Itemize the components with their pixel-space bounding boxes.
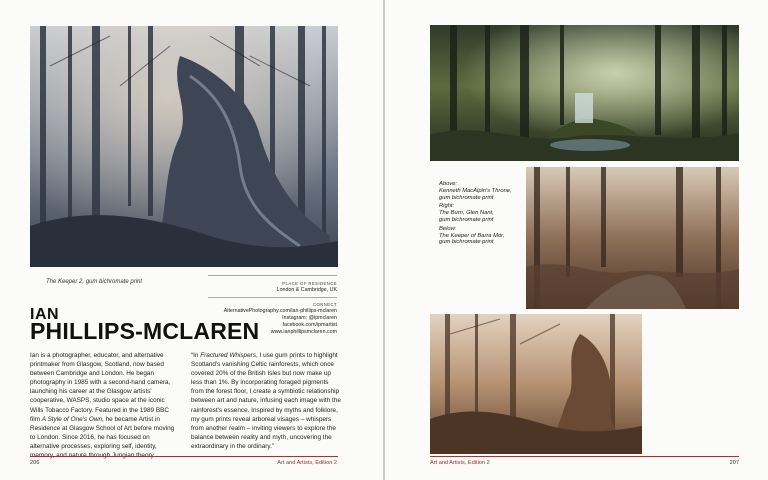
caption-right-position: Right:	[439, 203, 455, 210]
main-photo-caption: The Keeper 2, gum bichromate print	[46, 279, 143, 285]
connect-link-website[interactable]: www.ianphillipsmclaren.com	[270, 329, 337, 335]
right-page-number: 207	[729, 460, 739, 466]
quote-series-title: Fractured Whispers	[200, 352, 256, 359]
place-label: PLACE OF RESIDENCE	[282, 281, 337, 286]
caption-below-medium: gum bichromate print	[439, 239, 494, 246]
right-page	[385, 0, 768, 480]
artist-first-name: IAN	[30, 306, 60, 323]
photo-the-keeper-of-barra-mor	[430, 314, 642, 454]
connect-link-alternativephotography[interactable]: AlternativePhotography.com/ian-phillips-mclaren	[223, 308, 337, 314]
right-footer-rule	[430, 456, 739, 457]
connect-label: CONNECT	[312, 302, 337, 307]
bio-film-title: A Style of One's Own	[41, 415, 103, 423]
caption-above	[439, 181, 527, 201]
caption-below-position: Below:	[439, 225, 457, 232]
connect-link-instagram[interactable]: Instagram: @ipmclaren	[282, 315, 337, 321]
caption-right	[439, 203, 527, 223]
artist-bio	[30, 351, 178, 460]
meta-mid-rule	[208, 297, 337, 298]
caption-above-medium: gum bichromate print	[439, 194, 494, 201]
place-value: London & Cambridge, UK	[276, 287, 337, 293]
caption-below	[439, 226, 527, 246]
caption-above-position: Above:	[439, 181, 458, 187]
left-footer-rule	[30, 456, 338, 457]
photo-the-burn-glen-nant	[526, 167, 739, 309]
left-publication-name: Art and Artists, Edition 2	[277, 460, 337, 466]
left-page	[0, 0, 383, 480]
artist-last-name: PHILLIPS-MCLAREN	[30, 318, 260, 344]
caption-right-medium: gum bichromate print	[439, 216, 494, 223]
caption-below-title: The Keeper of Barra Mór,	[439, 232, 505, 239]
photo-the-keeper-2	[30, 26, 338, 267]
left-page-number: 206	[30, 460, 40, 466]
caption-right-title: The Burn, Glen Nant,	[439, 210, 494, 217]
right-page-captions	[439, 181, 527, 248]
artist-quote	[191, 351, 343, 451]
bio-text-b: , he became Artist in Residence at Glasgow School of Art before moving to London. Since 2016, he has focused on alternative processes, exploring self, identity,	[30, 415, 175, 450]
right-publication-name: Art and Artists, Edition 2	[430, 460, 490, 466]
bio-text-a: Ian is a photographer, educator, and alternative printmaker from Glasgow, Scotland, now based between Cambridge and London. He began photography in 1985 with a second-hand camera, launching his career at the Glasgow artists' cooperative, WASPS, studio space at the iconic Wills Tobacco Factory. Featured in the 1989 BBC film	[30, 352, 171, 423]
caption-above-title: Kenneth MacAlpin's Throne,	[439, 187, 512, 194]
quote-text-a: “In	[191, 352, 201, 359]
quote-text-b: , I use gum prints to highlight Scotland's vanishing Celtic rainforests, which once covered 20% of the British Isles but now make up less than 1%. By incorporating foraged pigments from the forest floor, I create a symbiotic relationship between art and nature, infusing each image with the rainforest's essence. Inspired by myths and folklore, my gum prints reveal arboreal visages – whispers from another realm – inviting viewers to explore the balance between reality and myth, uncovering the extraordinary in the ordinary.”	[191, 352, 341, 450]
meta-top-rule	[208, 275, 337, 276]
connect-link-facebook[interactable]: facebook.com/ipmartist	[282, 322, 337, 328]
photo-kenneth-macalpins-throne	[430, 25, 739, 161]
